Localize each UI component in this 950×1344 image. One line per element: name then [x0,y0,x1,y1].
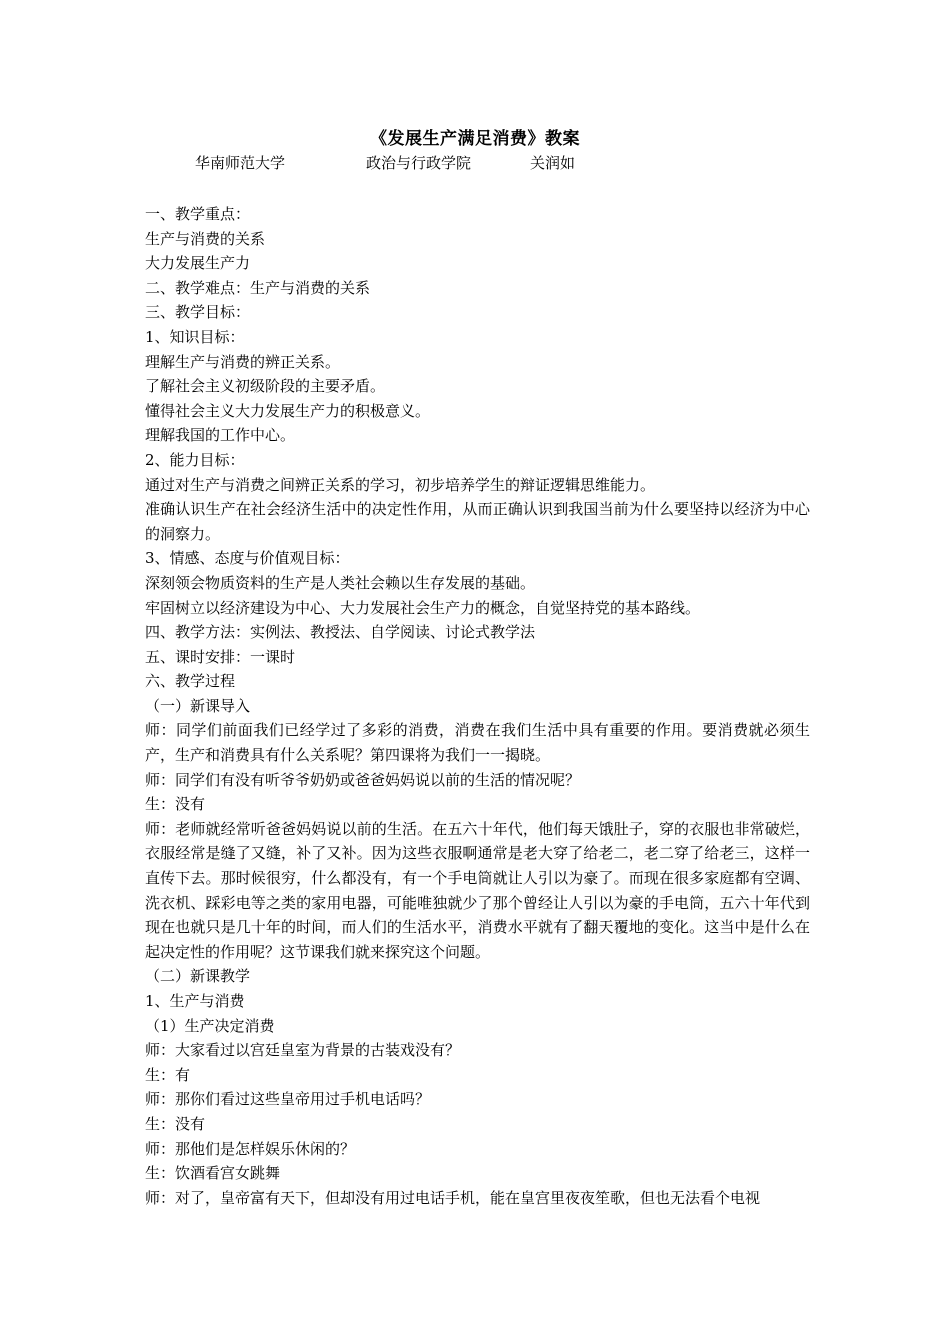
document-title: 《发展生产满足消费》教案 [370,129,580,149]
dialogue-paragraph: 生：饮酒看宫女跳舞 [145,1164,281,1183]
subheading-knowledge: 1、知识目标： [145,327,245,346]
author-name: 关润如 [530,154,576,172]
heading-key-points: 一、教学重点： [145,205,251,223]
ability-item-1: 通过对生产与消费之间辨正关系的学习，初步培养学生的辩证逻辑思维能力。 [145,475,656,494]
author-college: 政治与行政学院 [366,154,472,172]
heading-process: 六、教学过程 [145,672,236,691]
knowledge-item-4: 理解我国的工作中心。 [145,426,296,445]
knowledge-item-2: 了解社会主义初级阶段的主要矛盾。 [145,377,386,396]
subheading-new-lesson: （二）新课教学 [145,967,251,986]
dialogue-paragraph: 师：大家看过以宫廷皇室为背景的古装戏没有？ [145,1041,461,1060]
heading-schedule: 五、课时安排：一课时 [145,647,296,666]
emotion-item-1: 深刻领会物质资料的生产是人类社会赖以生存发展的基础。 [145,573,536,592]
emotion-item-2: 牢固树立以经济建设为中心、大力发展社会生产力的概念，自觉坚持党的基本路线。 [145,598,701,617]
knowledge-item-1: 理解生产与消费的辨正关系。 [145,352,341,371]
subheading-intro: （一）新课导入 [145,696,251,715]
dialogue-paragraph: 生：没有 [145,1114,206,1133]
key-point-1: 生产与消费的关系 [145,229,266,248]
dialogue-paragraph: 生：有 [145,1065,191,1084]
heading-methods: 四、教学方法：实例法、教授法、自学阅读、讨论式教学法 [145,623,536,642]
knowledge-item-3: 懂得社会主义大力发展生产力的积极意义。 [145,401,431,420]
document-body [145,202,810,1210]
subheading-ability: 2、能力目标： [145,450,245,469]
ability-item-2: 准确认识生产在社会经济生活中的决定性作用，从而正确认识到我国当前为什么要坚持以经济为中心的洞察力。 [145,500,810,543]
dialogue-paragraph: 师：对了，皇帝富有天下，但却没有用过电话手机，能在皇宫里夜夜笙歌，但也无法看个电视 [145,1188,761,1207]
subheading-emotion: 3、情感、态度与价值观目标： [145,549,350,568]
author-university: 华南师范大学 [195,154,286,172]
dialogue-paragraph: 师：老师就经常听爸爸妈妈说以前的生活。在五六十年代，他们每天饿肚子，穿的衣服也非常破烂，衣服经常是缝了又缝，补了又补。因为这些衣服啊通常是老大穿了给老二，老二穿了给老三，这样一直传下去。那时候很穷，什么都没有，有一个手电筒就让人引以为豪了。而现在很多家庭都有空调、洗衣机、踩彩电等之类的家用电器，可能唯独就少了那个曾经让人引以为豪的手电筒，五六十年代到现在也就只是几十年的时间，而人们的生活水平，消费水平就有了翻天覆地的变化。这当中是什么在起决定性的作用呢？这节课我们就来探究这个问题。 [145,819,810,961]
dialogue-paragraph: 师：同学们前面我们已经学过了多彩的消费，消费在我们生活中具有重要的作用。要消费就必须生产，生产和消费具有什么关系呢？第四课将为我们一一揭晓。 [145,721,810,765]
dialogue-paragraph: 师：那他们是怎样娱乐休闲的？ [145,1139,356,1158]
heading-objectives: 三、教学目标： [145,303,251,322]
dialogue-paragraph: 师：那你们看过这些皇帝用过手机电话吗？ [145,1090,431,1109]
heading-difficulty: 二、教学难点：生产与消费的关系 [145,278,371,297]
dialogue-paragraph: 师：同学们有没有听爷爷奶奶或爸爸妈妈说以前的生活的情况呢？ [145,770,581,789]
section-production-consumption: 1、生产与消费 [145,992,245,1010]
key-point-2: 大力发展生产力 [145,254,251,273]
dialogue-paragraph: 生：没有 [145,795,206,814]
subsection-production-determines: （1）生产决定消费 [145,1016,275,1035]
